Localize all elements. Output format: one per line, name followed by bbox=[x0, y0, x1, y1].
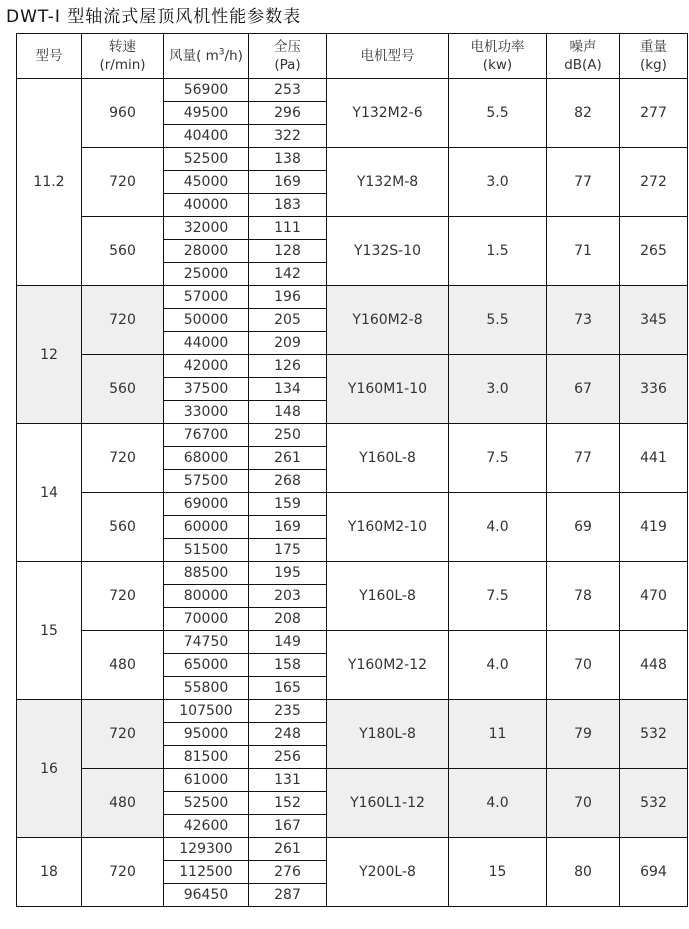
cell-noise: 77 bbox=[547, 424, 620, 493]
cell-flow: 68000 bbox=[164, 447, 249, 470]
header-flow-unit: /h) bbox=[224, 48, 243, 64]
header-noise-unit: dB(A) bbox=[564, 57, 602, 73]
table-row bbox=[17, 217, 688, 240]
cell-pressure: 261 bbox=[249, 838, 327, 861]
cell-flow: 76700 bbox=[164, 424, 249, 447]
cell-pressure: 209 bbox=[249, 332, 327, 355]
header-noise-label: 噪声 bbox=[569, 39, 597, 55]
cell-speed: 960 bbox=[82, 79, 164, 148]
header-motor bbox=[327, 34, 449, 79]
cell-pressure: 195 bbox=[249, 562, 327, 585]
cell-flow: 50000 bbox=[164, 309, 249, 332]
cell-power: 5.5 bbox=[449, 286, 547, 355]
cell-weight: 448 bbox=[620, 631, 688, 700]
cell-pressure: 169 bbox=[249, 516, 327, 539]
cell-motor: Y132S-10 bbox=[327, 217, 449, 286]
cell-pressure: 126 bbox=[249, 355, 327, 378]
cell-weight: 694 bbox=[620, 838, 688, 907]
cell-flow: 57000 bbox=[164, 286, 249, 309]
cell-pressure: 287 bbox=[249, 884, 327, 907]
header-noise bbox=[547, 34, 620, 79]
cell-flow: 95000 bbox=[164, 723, 249, 746]
header-weight-label: 重量 bbox=[640, 39, 667, 55]
cell-weight: 532 bbox=[620, 700, 688, 769]
table-row bbox=[17, 493, 688, 516]
cell-pressure: 169 bbox=[249, 171, 327, 194]
header-flow-superscript: 3 bbox=[218, 47, 225, 58]
cell-flow: 40000 bbox=[164, 194, 249, 217]
cell-motor: Y160L-8 bbox=[327, 424, 449, 493]
cell-weight: 265 bbox=[620, 217, 688, 286]
cell-pressure: 159 bbox=[249, 493, 327, 516]
cell-flow: 49500 bbox=[164, 102, 249, 125]
header-flow-label: 风量( m bbox=[169, 48, 219, 64]
model-group bbox=[17, 838, 688, 907]
cell-weight: 441 bbox=[620, 424, 688, 493]
cell-noise: 73 bbox=[547, 286, 620, 355]
cell-pressure: 148 bbox=[249, 401, 327, 424]
cell-flow: 74750 bbox=[164, 631, 249, 654]
cell-power: 1.5 bbox=[449, 217, 547, 286]
cell-flow: 70000 bbox=[164, 608, 249, 631]
cell-flow: 40400 bbox=[164, 125, 249, 148]
cell-pressure: 158 bbox=[249, 654, 327, 677]
cell-pressure: 134 bbox=[249, 378, 327, 401]
cell-pressure: 196 bbox=[249, 286, 327, 309]
page-title: DWT-I 型轴流式屋顶风机性能参数表 bbox=[6, 7, 302, 27]
cell-speed: 480 bbox=[82, 769, 164, 838]
cell-motor: Y132M2-6 bbox=[327, 79, 449, 148]
cell-power: 15 bbox=[449, 838, 547, 907]
table-row bbox=[17, 148, 688, 171]
cell-flow: 42600 bbox=[164, 815, 249, 838]
header-power-unit: (kw) bbox=[482, 57, 513, 73]
cell-pressure: 256 bbox=[249, 746, 327, 769]
cell-motor: Y160M2-12 bbox=[327, 631, 449, 700]
cell-pressure: 268 bbox=[249, 470, 327, 493]
cell-noise: 71 bbox=[547, 217, 620, 286]
cell-power: 3.0 bbox=[449, 148, 547, 217]
header-pressure-label: 全压 bbox=[274, 39, 301, 55]
cell-noise: 82 bbox=[547, 79, 620, 148]
header-power bbox=[449, 34, 547, 79]
table-header bbox=[17, 34, 688, 79]
header-speed-unit: (r/min) bbox=[99, 57, 146, 73]
cell-pressure: 149 bbox=[249, 631, 327, 654]
cell-pressure: 205 bbox=[249, 309, 327, 332]
performance-table bbox=[16, 33, 688, 907]
table-row bbox=[17, 286, 688, 309]
cell-power: 5.5 bbox=[449, 79, 547, 148]
cell-noise: 67 bbox=[547, 355, 620, 424]
cell-model: 14 bbox=[17, 424, 82, 562]
cell-flow: 55800 bbox=[164, 677, 249, 700]
cell-pressure: 165 bbox=[249, 677, 327, 700]
cell-flow: 33000 bbox=[164, 401, 249, 424]
cell-speed: 560 bbox=[82, 493, 164, 562]
cell-flow: 81500 bbox=[164, 746, 249, 769]
cell-motor: Y132M-8 bbox=[327, 148, 449, 217]
cell-flow: 56900 bbox=[164, 79, 249, 102]
cell-noise: 77 bbox=[547, 148, 620, 217]
cell-model: 11.2 bbox=[17, 79, 82, 286]
cell-flow: 96450 bbox=[164, 884, 249, 907]
cell-speed: 720 bbox=[82, 838, 164, 907]
cell-pressure: 322 bbox=[249, 125, 327, 148]
table-row bbox=[17, 424, 688, 447]
table-row bbox=[17, 79, 688, 102]
cell-model: 18 bbox=[17, 838, 82, 907]
header-model bbox=[17, 34, 82, 79]
cell-noise: 70 bbox=[547, 631, 620, 700]
cell-flow: 45000 bbox=[164, 171, 249, 194]
cell-flow: 42000 bbox=[164, 355, 249, 378]
cell-weight: 277 bbox=[620, 79, 688, 148]
header-weight bbox=[620, 34, 688, 79]
cell-motor: Y160M1-10 bbox=[327, 355, 449, 424]
cell-pressure: 253 bbox=[249, 79, 327, 102]
header-speed-label: 转速 bbox=[109, 39, 136, 55]
table-row bbox=[17, 769, 688, 792]
cell-flow: 52500 bbox=[164, 148, 249, 171]
cell-power: 11 bbox=[449, 700, 547, 769]
cell-power: 4.0 bbox=[449, 631, 547, 700]
cell-pressure: 128 bbox=[249, 240, 327, 263]
cell-flow: 61000 bbox=[164, 769, 249, 792]
cell-motor: Y160L1-12 bbox=[327, 769, 449, 838]
cell-pressure: 248 bbox=[249, 723, 327, 746]
cell-speed: 720 bbox=[82, 700, 164, 769]
cell-flow: 65000 bbox=[164, 654, 249, 677]
table-row bbox=[17, 355, 688, 378]
cell-noise: 70 bbox=[547, 769, 620, 838]
cell-speed: 720 bbox=[82, 424, 164, 493]
cell-flow: 28000 bbox=[164, 240, 249, 263]
cell-speed: 480 bbox=[82, 631, 164, 700]
header-power-label: 电机功率 bbox=[470, 39, 525, 55]
header-model-label: 型号 bbox=[35, 48, 63, 64]
cell-flow: 69000 bbox=[164, 493, 249, 516]
cell-power: 4.0 bbox=[449, 493, 547, 562]
model-group bbox=[17, 286, 688, 424]
cell-weight: 470 bbox=[620, 562, 688, 631]
cell-model: 15 bbox=[17, 562, 82, 700]
cell-flow: 129300 bbox=[164, 838, 249, 861]
cell-pressure: 250 bbox=[249, 424, 327, 447]
cell-pressure: 167 bbox=[249, 815, 327, 838]
cell-speed: 560 bbox=[82, 217, 164, 286]
model-group bbox=[17, 79, 688, 286]
cell-pressure: 261 bbox=[249, 447, 327, 470]
cell-weight: 532 bbox=[620, 769, 688, 838]
cell-noise: 80 bbox=[547, 838, 620, 907]
cell-flow: 25000 bbox=[164, 263, 249, 286]
cell-pressure: 183 bbox=[249, 194, 327, 217]
header-flow bbox=[164, 34, 249, 79]
cell-pressure: 296 bbox=[249, 102, 327, 125]
cell-noise: 78 bbox=[547, 562, 620, 631]
table-row bbox=[17, 700, 688, 723]
cell-motor: Y200L-8 bbox=[327, 838, 449, 907]
cell-flow: 107500 bbox=[164, 700, 249, 723]
header-weight-unit: (kg) bbox=[640, 57, 667, 73]
cell-speed: 720 bbox=[82, 286, 164, 355]
cell-speed: 720 bbox=[82, 148, 164, 217]
cell-pressure: 138 bbox=[249, 148, 327, 171]
cell-pressure: 276 bbox=[249, 861, 327, 884]
cell-pressure: 111 bbox=[249, 217, 327, 240]
cell-noise: 79 bbox=[547, 700, 620, 769]
header-speed bbox=[82, 34, 164, 79]
model-group bbox=[17, 700, 688, 838]
cell-flow: 60000 bbox=[164, 516, 249, 539]
table-row bbox=[17, 631, 688, 654]
cell-power: 4.0 bbox=[449, 769, 547, 838]
table-row bbox=[17, 838, 688, 861]
cell-pressure: 203 bbox=[249, 585, 327, 608]
cell-pressure: 152 bbox=[249, 792, 327, 815]
cell-motor: Y180L-8 bbox=[327, 700, 449, 769]
cell-flow: 80000 bbox=[164, 585, 249, 608]
cell-flow: 57500 bbox=[164, 470, 249, 493]
cell-weight: 419 bbox=[620, 493, 688, 562]
cell-motor: Y160L-8 bbox=[327, 562, 449, 631]
cell-flow: 88500 bbox=[164, 562, 249, 585]
cell-power: 3.0 bbox=[449, 355, 547, 424]
cell-model: 16 bbox=[17, 700, 82, 838]
cell-pressure: 175 bbox=[249, 539, 327, 562]
cell-weight: 272 bbox=[620, 148, 688, 217]
header-motor-label: 电机型号 bbox=[360, 48, 415, 64]
model-group bbox=[17, 562, 688, 700]
cell-power: 7.5 bbox=[449, 424, 547, 493]
cell-flow: 44000 bbox=[164, 332, 249, 355]
model-group bbox=[17, 424, 688, 562]
cell-motor: Y160M2-10 bbox=[327, 493, 449, 562]
cell-pressure: 235 bbox=[249, 700, 327, 723]
cell-weight: 345 bbox=[620, 286, 688, 355]
cell-weight: 336 bbox=[620, 355, 688, 424]
cell-speed: 720 bbox=[82, 562, 164, 631]
cell-noise: 69 bbox=[547, 493, 620, 562]
cell-flow: 112500 bbox=[164, 861, 249, 884]
cell-motor: Y160M2-8 bbox=[327, 286, 449, 355]
cell-flow: 52500 bbox=[164, 792, 249, 815]
header-pressure-unit: (Pa) bbox=[274, 57, 301, 73]
table-row bbox=[17, 562, 688, 585]
header-pressure bbox=[249, 34, 327, 79]
cell-pressure: 131 bbox=[249, 769, 327, 792]
cell-pressure: 142 bbox=[249, 263, 327, 286]
cell-flow: 51500 bbox=[164, 539, 249, 562]
cell-speed: 560 bbox=[82, 355, 164, 424]
cell-model: 12 bbox=[17, 286, 82, 424]
cell-flow: 32000 bbox=[164, 217, 249, 240]
cell-power: 7.5 bbox=[449, 562, 547, 631]
cell-pressure: 208 bbox=[249, 608, 327, 631]
cell-flow: 37500 bbox=[164, 378, 249, 401]
